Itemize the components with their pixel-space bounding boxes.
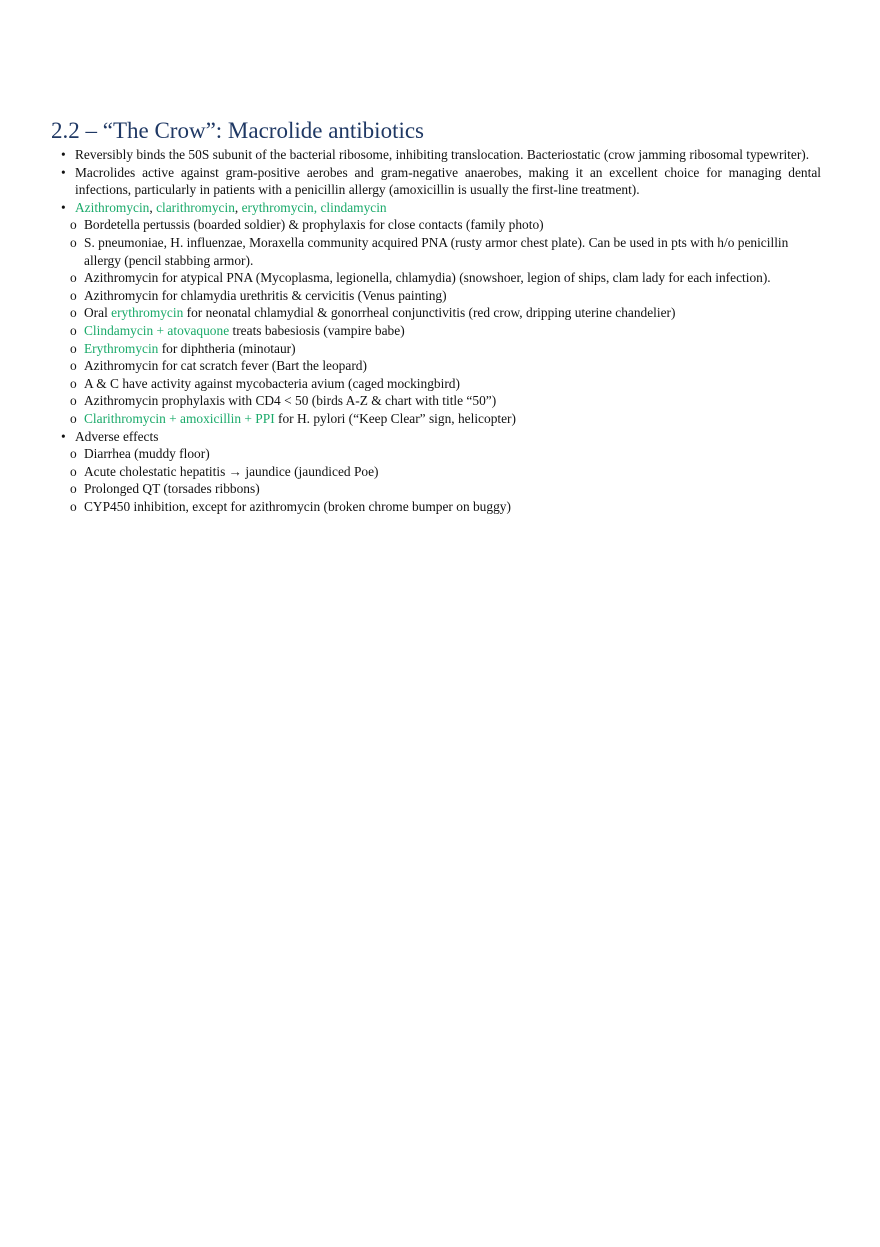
text-segment: Oral [84,305,112,321]
section-title: 2.2 – “The Crow”: Macrolide antibiotics [51,118,425,143]
sub-item [70,392,821,410]
bullet-marker: • [61,164,66,180]
bullet-marker: • [61,428,66,444]
drug-name-highlight: erythromycin [111,305,184,321]
bullet-text [75,165,821,198]
sub-item-text [84,235,788,268]
sub-marker: o [70,305,77,321]
bullet-list [61,146,821,515]
sub-item [70,287,821,305]
sub-marker: o [70,393,77,409]
sub-item-text [84,393,496,408]
sub-marker: o [70,287,77,303]
text-segment: for neonatal chlamydial & gonorrheal conjunctivitis (red crow, dripping uterine chandelier) [183,305,676,321]
drug-name-highlight: clarithromycin [156,199,235,215]
bullet-marker: • [61,147,66,162]
bullet-item [61,164,821,199]
sub-list [70,216,821,427]
text-segment: , [234,199,242,215]
sub-item-text [84,358,367,373]
text-segment: Azithromycin for chlamydia urethritis & cervicitis (Venus painting) [84,287,447,303]
sub-item [70,410,821,428]
drug-name-highlight: erythromycin, clindamycin [241,199,387,215]
text-segment: A & C have activity against mycobacteria avium (caged mockingbird) [84,375,460,391]
sub-item [70,498,821,516]
sub-marker: o [70,498,77,514]
bullet-text [75,147,809,162]
sub-item [70,304,821,322]
sub-marker: o [70,322,77,338]
text-segment: Adverse effects [75,428,159,444]
text-segment: Azithromycin prophylaxis with CD4 < 50 (birds A-Z & chart with title “50”) [84,393,497,409]
sub-marker: o [70,446,77,462]
sub-item-text [84,288,447,303]
text-segment: , [149,199,157,215]
sub-item [70,463,821,481]
sub-list [70,445,821,515]
bullet-text [75,429,158,444]
sub-item [70,340,821,358]
sub-item-text [84,411,516,426]
text-segment: for diphtheria (minotaur) [158,340,296,356]
bullet-marker: • [61,199,66,215]
sub-item [70,357,821,375]
sub-item-text [84,305,675,320]
sub-item-text [84,217,544,232]
text-segment: Azithromycin for cat scratch fever (Bart the leopard) [84,358,367,374]
text-segment: Macrolides active against gram-positive aerobes and gram-negative anaerobes, making it an excellent choice for managing dental infections, particularly in patients with a penicillin allergy (amoxicillin is usually the first-line treatment). [75,164,821,198]
drug-name-highlight: Clarithromycin + amoxicillin + PPI [84,410,275,426]
sub-marker: o [70,463,77,479]
drug-name-highlight: Clindamycin + atovaquone [84,322,230,338]
text-segment: S. pneumoniae, H. influenzae, Moraxella community acquired PNA (rusty armor chest plate). Can be used in pts with h/o penicillin allergy (pencil stabbing armor). [84,234,789,268]
sub-item [70,269,821,287]
drug-name-highlight: Azithromycin [75,199,150,215]
sub-item-text [84,464,379,479]
sub-marker: o [70,410,77,426]
sub-item-text [84,446,210,461]
bullet-item [61,428,821,446]
text-segment: Bordetella pertussis (boarded soldier) & prophylaxis for close contacts (family photo) [84,217,544,233]
sub-marker: o [70,481,77,497]
sub-marker: o [70,270,77,286]
text-segment: Prolonged QT (torsades ribbons) [84,481,260,497]
sub-item-text [84,341,296,356]
text-segment: Reversibly binds the 50S subunit of the bacterial ribosome, inhibiting translocation. Bacteriostatic (crow jamming ribosomal typewriter). [75,147,810,162]
text-segment: Acute cholestatic hepatitis → jaundice (jaundiced Poe) [84,463,379,479]
bullet-text [75,200,387,215]
bullet-item [61,146,821,164]
sub-item-text [84,270,771,285]
sub-item [70,375,821,393]
sub-item [70,234,821,269]
sub-item [70,445,821,463]
sub-marker: o [70,234,77,250]
text-segment: CYP450 inhibition, except for azithromycin (broken chrome bumper on buggy) [84,498,511,514]
sub-item-text [84,323,405,338]
sub-marker: o [70,375,77,391]
text-segment: Diarrhea (muddy floor) [84,446,210,462]
sub-marker: o [70,358,77,374]
sub-marker: o [70,217,77,233]
bullet-item [61,199,821,217]
sub-item-text [84,481,260,496]
sub-marker: o [70,340,77,356]
text-segment: for H. pylori (“Keep Clear” sign, helicopter) [274,410,516,426]
sub-item [70,480,821,498]
text-segment: treats babesiosis (vampire babe) [229,322,405,338]
sub-item-text [84,499,511,514]
sub-item-text [84,376,460,391]
drug-name-highlight: Erythromycin [84,340,159,356]
sub-item [70,322,821,340]
sub-item [70,216,821,234]
text-segment: Azithromycin for atypical PNA (Mycoplasma, legionella, chlamydia) (snowshoer, legion of ships, clam lady for each infection). [84,270,771,286]
